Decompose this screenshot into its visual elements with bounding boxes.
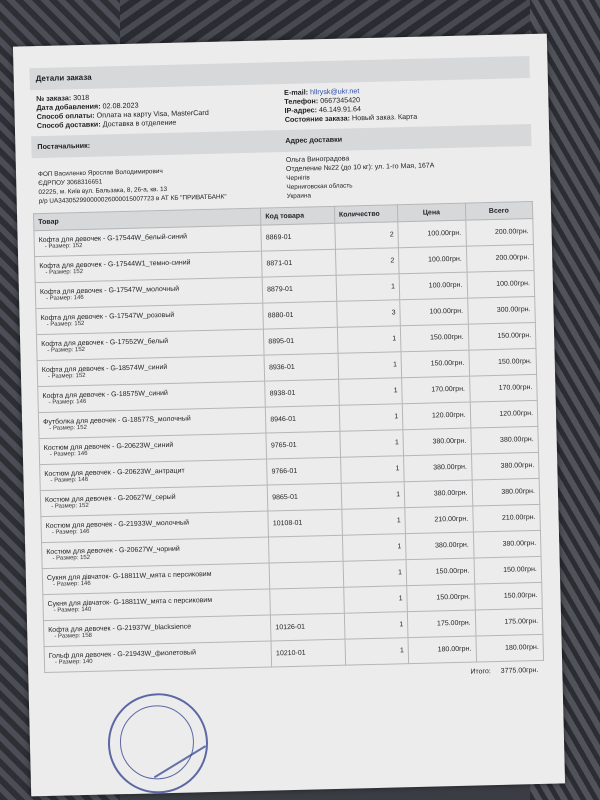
supplier-name: ФОП Василенко Ярослав Володимирович [37,168,163,179]
quantity-cell [344,586,408,614]
quantity: 2 [390,257,395,265]
row-total-cell [476,634,544,662]
order-date: 02.08.2023 [102,100,139,111]
row-total-cell [471,452,539,480]
product-code-cell [269,535,343,563]
quantity: 1 [399,647,405,655]
ip-value: 46.149.91.64 [318,104,362,115]
product-code: 8869-01 [265,233,292,242]
product-code: 9865-01 [272,493,298,502]
row-total-cell [474,582,542,610]
product-name: Костюм для девочек - G-21933W_молочный [45,519,190,530]
price-cell [406,558,474,586]
quantity-cell [337,300,401,328]
product-size: - Размер: 146 [53,580,91,588]
quantity: 1 [398,569,403,577]
product-name: Кофта для девочек - G-21937W_blacksience [48,623,192,634]
product-name: Кофта для девочек - G-17552W_белый [41,337,169,349]
quantity-cell [344,612,408,640]
product-code: 10210-01 [275,649,306,658]
product-name: Кофта для девочек - G-17547W_розовый [40,311,175,323]
recipient-branch: Отделение №22 (до 10 кг): ул. 1-го Мая, 167А [285,162,435,173]
total-label: Итого: [470,668,491,676]
quantity: 1 [392,361,398,369]
quantity: 1 [398,595,403,603]
row-total-cell [469,348,537,376]
price-cell [398,220,466,248]
quantity-cell [338,378,402,406]
price: 100.00грн. [427,229,462,238]
quantity: 1 [394,413,399,421]
supplier-address: 02225, м. Київ вул. Бальзака, 8, 26-а, кв. 13 [38,185,168,197]
product-code-cell [270,587,344,615]
email-label: E-mail: [284,87,309,98]
recipient-country: Украина [286,192,312,200]
quantity: 1 [399,621,404,629]
price: 380.00грн. [433,463,467,472]
product-name: Кофта для девочек - G-17547W_молочный [39,285,180,297]
row-total: 150.00грн. [503,591,538,600]
product-code: 8946-01 [270,415,297,424]
product-size: - Размер: 146 [46,294,84,302]
product-code-cell [262,275,336,303]
row-total-cell [470,400,538,428]
product-size: - Размер: 146 [50,476,89,484]
product-code-cell [265,379,339,407]
price: 380.00грн. [433,489,468,498]
product-size: - Размер: 158 [54,632,93,640]
product-name: Кофта для девочек - G-17544W_белый-синий [38,233,188,245]
price-cell [405,506,473,534]
product-code-cell [267,483,341,511]
row-total: 180.00грн. [505,643,539,652]
product-size: - Размер: 146 [49,450,88,458]
order-items-table [33,201,544,676]
order-info-left [36,88,277,130]
product-code-cell [266,431,340,459]
quantity-cell [335,222,399,250]
product-code-cell [263,301,337,329]
price-cell [401,350,469,378]
price: 210.00грн. [434,515,469,524]
invoice-paper [13,34,565,797]
product-size: - Размер: 146 [51,528,90,536]
quantity: 3 [391,309,396,317]
row-total: 380.00грн. [499,436,534,444]
product-size: - Размер: 152 [44,242,83,250]
row-total-cell [474,556,542,584]
row-total: 200.00грн. [494,228,529,236]
order-info-row [30,82,531,130]
price-cell [408,636,476,664]
order-number: 3018 [73,92,90,103]
row-total: 380.00грн. [502,539,537,548]
price: 120.00грн. [431,411,466,420]
supplier-account: р/р UA343052990000026000015007723 в АТ КБ "ПРИВАТБАНК" [38,193,227,206]
price-cell [402,402,470,430]
price-cell [407,610,475,638]
product-name: Кофта для девочек - G-17544W1_темно-синий [39,259,191,271]
quantity-cell [340,430,404,458]
product-code-cell [268,509,342,537]
price: 380.00грн. [435,541,469,550]
product-name: Футболка для девочек - G-18577S_молочный [43,415,191,427]
row-total-cell [473,530,541,558]
header-quantity: Количество [334,205,398,224]
phone-value: 0667345420 [320,95,361,106]
quantity-cell [345,638,409,666]
product-code: 9765-01 [270,441,297,450]
quantity-cell [343,560,407,588]
invoice-content [29,56,544,686]
quantity-cell [341,482,405,510]
product-code: 8879-01 [267,285,293,294]
row-total-cell [467,296,535,324]
product-code-cell [271,613,345,641]
row-total: 120.00грн. [499,410,534,418]
quantity: 1 [396,517,401,525]
price-cell [404,454,472,482]
price-cell [407,584,475,612]
row-total-cell [475,608,543,636]
row-total-cell [472,504,540,532]
supplier-info [38,156,279,207]
quantity-cell [339,404,403,432]
price: 150.00грн. [430,359,465,368]
price-cell [406,532,474,560]
row-total: 175.00грн. [504,617,539,626]
row-total: 380.00грн. [500,462,535,470]
row-total: 380.00грн. [501,488,536,496]
price-cell [400,324,468,352]
delivery-address-info [286,150,527,201]
product-size: - Размер: 140 [53,606,92,614]
product-code: 8880-01 [267,311,294,320]
product-code-cell [264,327,338,355]
row-total-cell [467,270,535,298]
quantity-cell [337,326,401,354]
product-name: Костюм для девочек - G-20623W_синий [43,441,174,453]
row-total-cell [466,244,534,272]
product-size: - Размер: 140 [54,658,93,666]
price: 150.00грн. [429,333,464,342]
supplier-title: Постачальник: [37,140,91,152]
price-cell [404,480,472,508]
quantity: 1 [392,335,397,343]
delivery-address-title: Адрес доставки [285,134,343,146]
payment-label: Способ оплаты: [36,110,95,122]
row-total: 200.00грн. [495,254,530,262]
row-total-cell [472,478,540,506]
product-name: Костюм для девочек - G-20627W_серый [44,493,176,504]
row-total: 150.00грн. [497,332,532,340]
order-info-right [284,82,525,124]
row-total-cell [468,322,536,350]
payment-method: Оплата на карту Visa, MasterCard [96,107,209,120]
supplier-edrpou: ЄДРПОУ 3068316651 [38,178,103,188]
product-code: 8938-01 [269,389,296,398]
product-size: - Размер: 152 [52,554,91,562]
quantity-cell [340,456,404,484]
price: 380.00грн. [432,437,467,446]
total-value: 3775.00грн. [500,666,539,675]
row-total-cell [465,218,533,246]
delivery-label: Способ доставки: [36,119,101,131]
row-total: 170.00грн. [498,384,533,392]
product-name: Костюм для девочек - G-20623W_антрацит [44,467,185,478]
quantity: 1 [394,439,399,447]
ip-label: IP-адрес: [284,105,318,116]
order-number-label: № заказа: [36,93,72,104]
price: 100.00грн. [428,281,463,290]
product-code: 8936-01 [268,363,295,372]
row-total: 300.00грн. [496,306,531,314]
price-cell [399,272,467,300]
supplier-info-row [32,150,533,207]
quantity-cell [335,248,399,276]
product-size: - Размер: 152 [47,346,86,354]
product-code: 10126-01 [275,623,306,632]
quantity: 2 [389,231,394,239]
price-cell [400,298,468,326]
header-price: Цена [398,203,466,222]
header-code: Код товара [261,206,335,225]
price: 100.00грн. [428,255,462,264]
price-cell [399,246,467,274]
product-code-cell [265,405,339,433]
product-name: Кофта для девочек - G-18574W_синий [41,363,168,375]
quantity-cell [342,508,406,536]
product-code-cell [264,353,338,381]
product-code: 8895-01 [268,337,295,346]
quantity: 1 [393,387,398,395]
product-name: Кофта для девочек - G-18575W_синий [42,389,168,401]
status-label: Состояние заказа: [284,113,351,125]
delivery-method: Доставка в отделение [102,117,177,129]
product-code-cell [261,223,335,251]
quantity: 1 [391,283,396,291]
recipient-region: Черниговская область [286,182,353,191]
row-total: 210.00грн. [501,514,536,522]
row-total: 150.00грн. [498,358,532,366]
product-size: - Размер: 152 [51,502,89,510]
product-name: Костюм для девочек - G-20627W_чорний [46,545,180,556]
recipient-city: Чернігів [286,174,310,182]
product-code: 8871-01 [266,259,293,268]
product-size: - Размер: 146 [48,398,87,406]
recipient-name: Ольга Виноградова [285,155,350,165]
email-link[interactable]: hllrysk@ukr.net [309,86,360,97]
product-size: - Размер: 152 [47,372,86,380]
quantity-cell [338,352,402,380]
quantity: 1 [395,465,400,473]
order-details-title: Детали заказа [35,72,92,84]
phone-label: Телефон: [284,96,319,107]
product-name: Сукня для дівчаток- G-18811W_мята с персиковим [46,570,212,582]
price-cell [402,376,470,404]
product-code-cell [269,561,343,589]
product-code-cell [262,249,336,277]
row-total: 100.00грн. [496,280,530,288]
quantity: 1 [397,543,402,551]
price: 175.00грн. [436,619,471,628]
quantity-cell [342,534,406,562]
header-product: Товар [34,208,262,231]
order-status: Новый заказ. Карта [351,111,418,123]
price: 180.00грн. [437,645,472,654]
price: 150.00грн. [435,567,470,576]
product-size: - Размер: 152 [49,424,87,432]
price: 170.00грн. [431,385,466,394]
order-date-label: Дата добавления: [36,101,101,113]
price: 150.00грн. [436,593,471,602]
product-size: - Размер: 152 [45,268,84,276]
product-name: Сукня для дівчаток- G-18811W_мята с персиковим [47,596,213,608]
product-name: Гольф для девочек - G-21943W_фиолетовый [48,649,197,660]
price: 100.00грн. [429,307,464,316]
product-size: - Размер: 152 [46,320,85,328]
price-cell [403,428,471,456]
quantity-cell [336,274,400,302]
row-total-cell [469,374,537,402]
product-code: 9766-01 [271,467,298,476]
row-total: 150.00грн. [503,565,537,574]
row-total-cell [470,426,538,454]
product-name-cell [44,641,272,673]
product-code: 10108-01 [272,519,303,528]
product-code-cell [267,457,341,485]
quantity: 1 [396,491,401,499]
header-total: Всего [465,201,533,220]
product-code-cell [271,639,345,667]
